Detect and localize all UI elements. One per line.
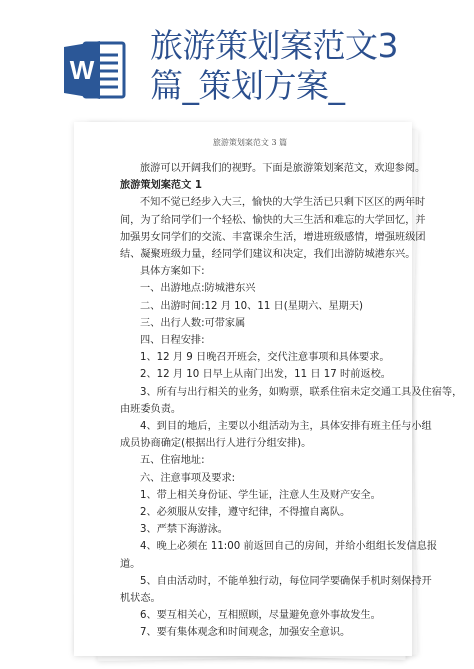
banner: [0, 0, 474, 120]
title-line-1: 旅游策划案范文3: [150, 26, 398, 65]
document-line: 4、晚上必须在 11:00 前返回自己的房间，并给小组组长发信息报: [140, 541, 438, 553]
document-body: [120, 160, 463, 642]
document-line: 三、出行人数:可带家属: [140, 317, 246, 329]
document-line: 4、到目的地后，主要以小组活动为主，具体安排有班主任与小组: [140, 421, 432, 433]
document-line: 成员协商确定(根据出行人进行分组安排)。: [120, 438, 312, 450]
document-line: 5、自由活动时，不能单独行动，每位同学要确保手机时刻保持开: [140, 575, 432, 587]
document-line: 7、要有集体观念和时间观念，加强安全意识。: [140, 627, 351, 639]
document-line: 道。: [120, 558, 141, 570]
document-line: 结、凝聚班级力量，经同学们建议和决定，我们出游防城港东兴。: [120, 249, 416, 261]
page-title: [150, 26, 470, 106]
word-document-icon: [62, 37, 128, 103]
document-line: 2、12 月 10 日早上从南门出发，11 日 17 时前返校。: [140, 369, 391, 381]
document-line: 3、严禁下海游泳。: [140, 524, 228, 536]
document-line: 六、注意事项及要求:: [140, 472, 236, 484]
document-header: 旅游策划案范文 3 篇: [212, 138, 288, 147]
document-line: 间，为了给同学们一个轻松、愉快的大三生活和难忘的大学回忆，并: [120, 214, 426, 226]
document-line: 一、出游地点:防城港东兴: [140, 283, 256, 295]
document-line: 1、带上相关身份证、学生证，注意人生及财产安全。: [140, 489, 381, 501]
document-line: 二、出游时间:12 月 10、11 日(星期六、星期天): [140, 300, 363, 312]
document-line: 加强男女同学们的交流、丰富课余生活，增进班级感情，增强班级团: [120, 231, 426, 243]
document-line: 具体方案如下:: [140, 266, 205, 278]
document-line: 3、所有与出行相关的业务，如购票，联系住宿未定交通工具及住宿等，: [140, 386, 463, 398]
document-line: 旅游可以开阔我们的视野。下面是旅游策划案范文，欢迎参阅。: [140, 163, 426, 174]
document-line: 6、要互相关心，互相照顾，尽量避免意外事故发生。: [140, 610, 381, 622]
document-line: 不知不觉已经步入大三，愉快的大学生活已只剩下区区的两年时: [140, 197, 426, 209]
document-line: 由班委负责。: [120, 403, 182, 415]
document-line: 五、住宿地址:: [140, 455, 205, 467]
svg-text:W: W: [69, 55, 95, 85]
document-line: 机状态。: [120, 593, 161, 605]
section-heading: 旅游策划案范文 1: [120, 180, 202, 192]
document-line: 1、12 月 9 日晚召开班会，交代注意事项和具体要求。: [140, 352, 390, 364]
document-line: 四、日程安排:: [140, 335, 205, 347]
document-line: 2、必须服从安排，遵守纪律，不得擅自离队。: [140, 507, 351, 519]
title-line-2: 篇_策划方案_: [150, 66, 345, 105]
